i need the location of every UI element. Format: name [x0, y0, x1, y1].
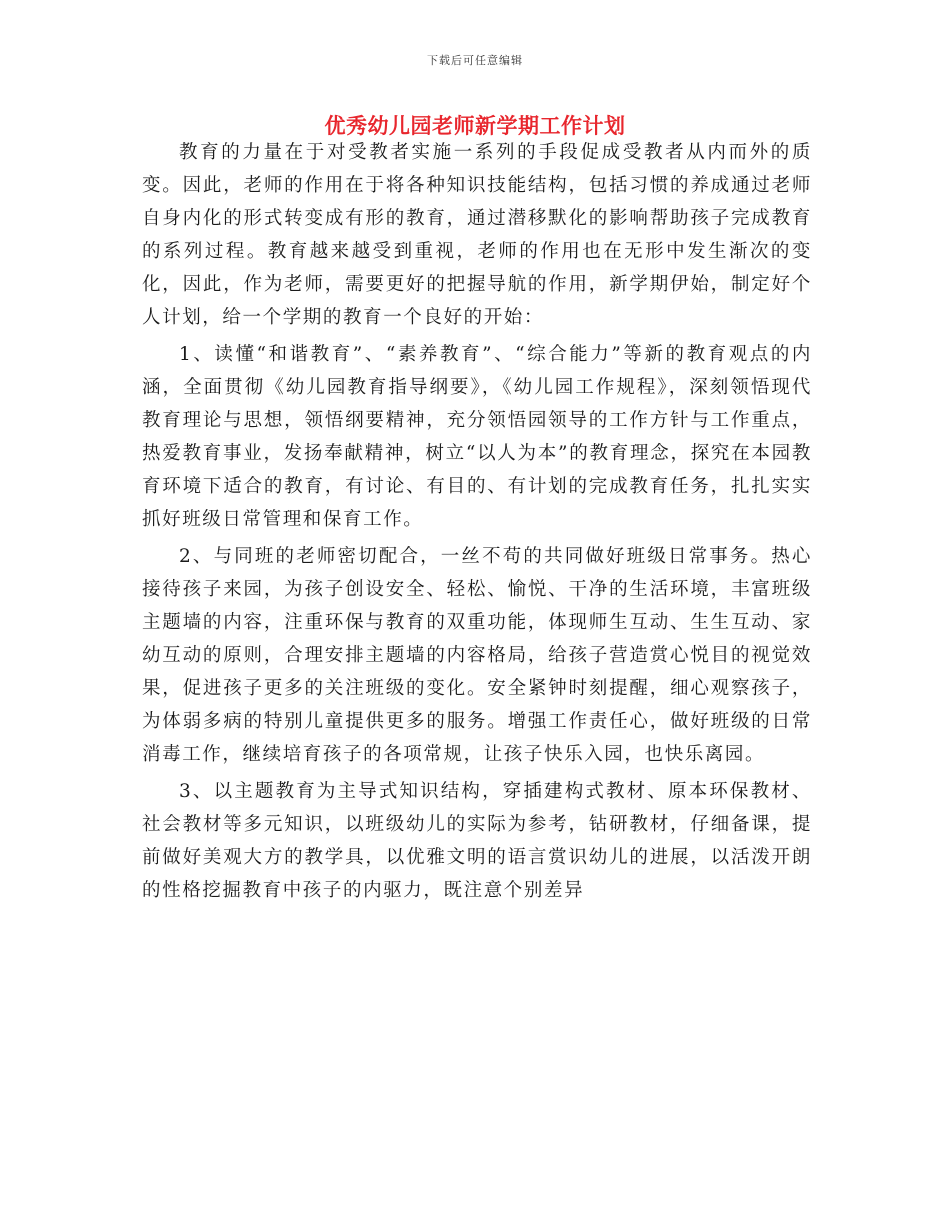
paragraph-intro: 教育的力量在于对受教者实施一系列的手段促成受教者从内而外的质变。因此，老师的作用在于将各种知识技能结构，包括习惯的养成通过老师自身内化的形式转变成有形的教育，通过潜移默化的影响帮助孩子完成教育的系列过程。教育越来越受到重视，老师的作用也在无形中发生渐次的变化，因此，作为老师，需要更好的把握导航的作用，新学期伊始，制定好个人计划，给一个学期的教育一个良好的开始：	[142, 142, 812, 328]
header-note: 下载后可任意编辑	[427, 54, 523, 67]
document-title: 优秀幼儿园老师新学期工作计划	[324, 114, 626, 138]
paragraph-item-3: 3、以主题教育为主导式知识结构，穿插建构式教材、原本环保教材、社会教材等多元知识，以班级幼儿的实际为参考，钻研教材，仔细备课，提前做好美观大方的教学具，以优雅文明的语言赏识幼儿的进展，以活泼开朗的性格挖掘教育中孩子的内驱力，既注意个别差异	[142, 781, 812, 901]
document-body	[142, 136, 812, 911]
paragraph-item-2: 2、与同班的老师密切配合，一丝不苟的共同做好班级日常事务。热心接待孩子来园，为孩子创设安全、轻松、愉悦、干净的生活环境，丰富班级主题墙的内容，注重环保与教育的双重功能，体现师生互动、生生互动、家幼互动的原则，合理安排主题墙的内容格局，给孩子营造赏心悦目的视觉效果，促进孩子更多的关注班级的变化。安全紧钟时刻提醒，细心观察孩子，为体弱多病的特别儿童提供更多的服务。增强工作责任心，做好班级的日常消毒工作，继续培育孩子的各项常规，让孩子快乐入园，也快乐离园。	[142, 546, 812, 765]
paragraph-item-1: 1、读懂“和谐教育”、“素养教育”、“综合能力”等新的教育观点的内涵，全面贯彻《幼儿园教育指导纲要》，《幼儿园工作规程》，深刻领悟现代教育理论与思想，领悟纲要精神，充分领悟园领导的工作方针与工作重点，热爱教育事业，发扬奉献精神，树立“以人为本”的教育理念，探究在本园教育环境下适合的教育，有讨论、有目的、有计划的完成教育任务，扎扎实实抓好班级日常管理和保育工作。	[142, 344, 812, 530]
